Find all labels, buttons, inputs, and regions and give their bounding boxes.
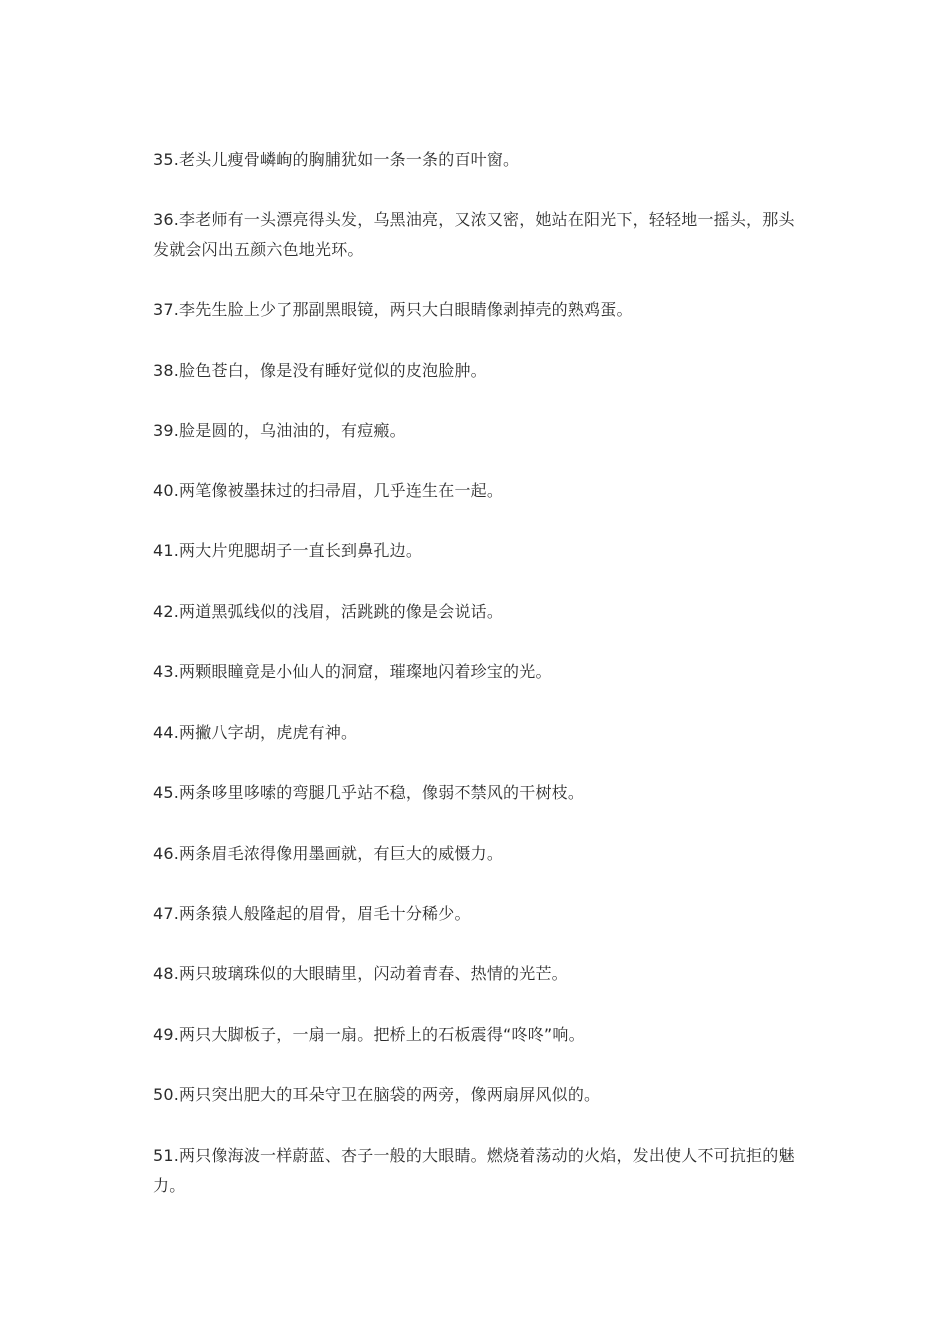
sentence-44: 44.两撇八字胡，虎虎有神。: [153, 723, 358, 742]
sentence-35: 35.老头儿瘦骨嶙峋的胸脯犹如一条一条的百叶窗。: [153, 150, 520, 169]
sentence-37: 37.李先生脸上少了那副黑眼镜，两只大白眼睛像剥掉壳的熟鸡蛋。: [153, 300, 633, 319]
sentence-45: 45.两条哆里哆嗦的弯腿几乎站不稳，像弱不禁风的干树枝。: [153, 783, 585, 802]
sentence-48: 48.两只玻璃珠似的大眼睛里，闪动着青春、热情的光芒。: [153, 964, 568, 983]
sentence-50: 50.两只突出肥大的耳朵守卫在脑袋的两旁，像两扇屏风似的。: [153, 1085, 601, 1104]
sentence-36: 36.李老师有一头漂亮得头发，乌黑油亮，又浓又密，她站在阳光下，轻轻地一摇头，那头发就会闪出五颜六色地光环。: [153, 210, 795, 259]
sentence-38: 38.脸色苍白，像是没有睡好觉似的皮泡脸肿。: [153, 361, 487, 380]
sentence-40: 40.两笔像被墨抹过的扫帚眉，几乎连生在一起。: [153, 481, 504, 500]
sentence-51: 51.两只像海波一样蔚蓝、杏子一般的大眼睛。燃烧着荡动的火焰，发出使人不可抗拒的魅力。: [153, 1146, 795, 1195]
sentence-39: 39.脸是圆的，乌油油的，有痘瘢。: [153, 421, 406, 440]
sentence-49: 49.两只大脚板子，一扇一扇。把桥上的石板震得“咚咚”响。: [153, 1025, 585, 1044]
sentence-42: 42.两道黑弧线似的浅眉，活跳跳的像是会说话。: [153, 602, 504, 621]
sentence-47: 47.两条猿人般隆起的眉骨，眉毛十分稀少。: [153, 904, 471, 923]
sentence-43: 43.两颗眼瞳竟是小仙人的洞窟，璀璨地闪着珍宝的光。: [153, 662, 552, 681]
sentence-46: 46.两条眉毛浓得像用墨画就，有巨大的威慑力。: [153, 844, 504, 863]
sentence-41: 41.两大片兜腮胡子一直长到鼻孔边。: [153, 541, 423, 560]
